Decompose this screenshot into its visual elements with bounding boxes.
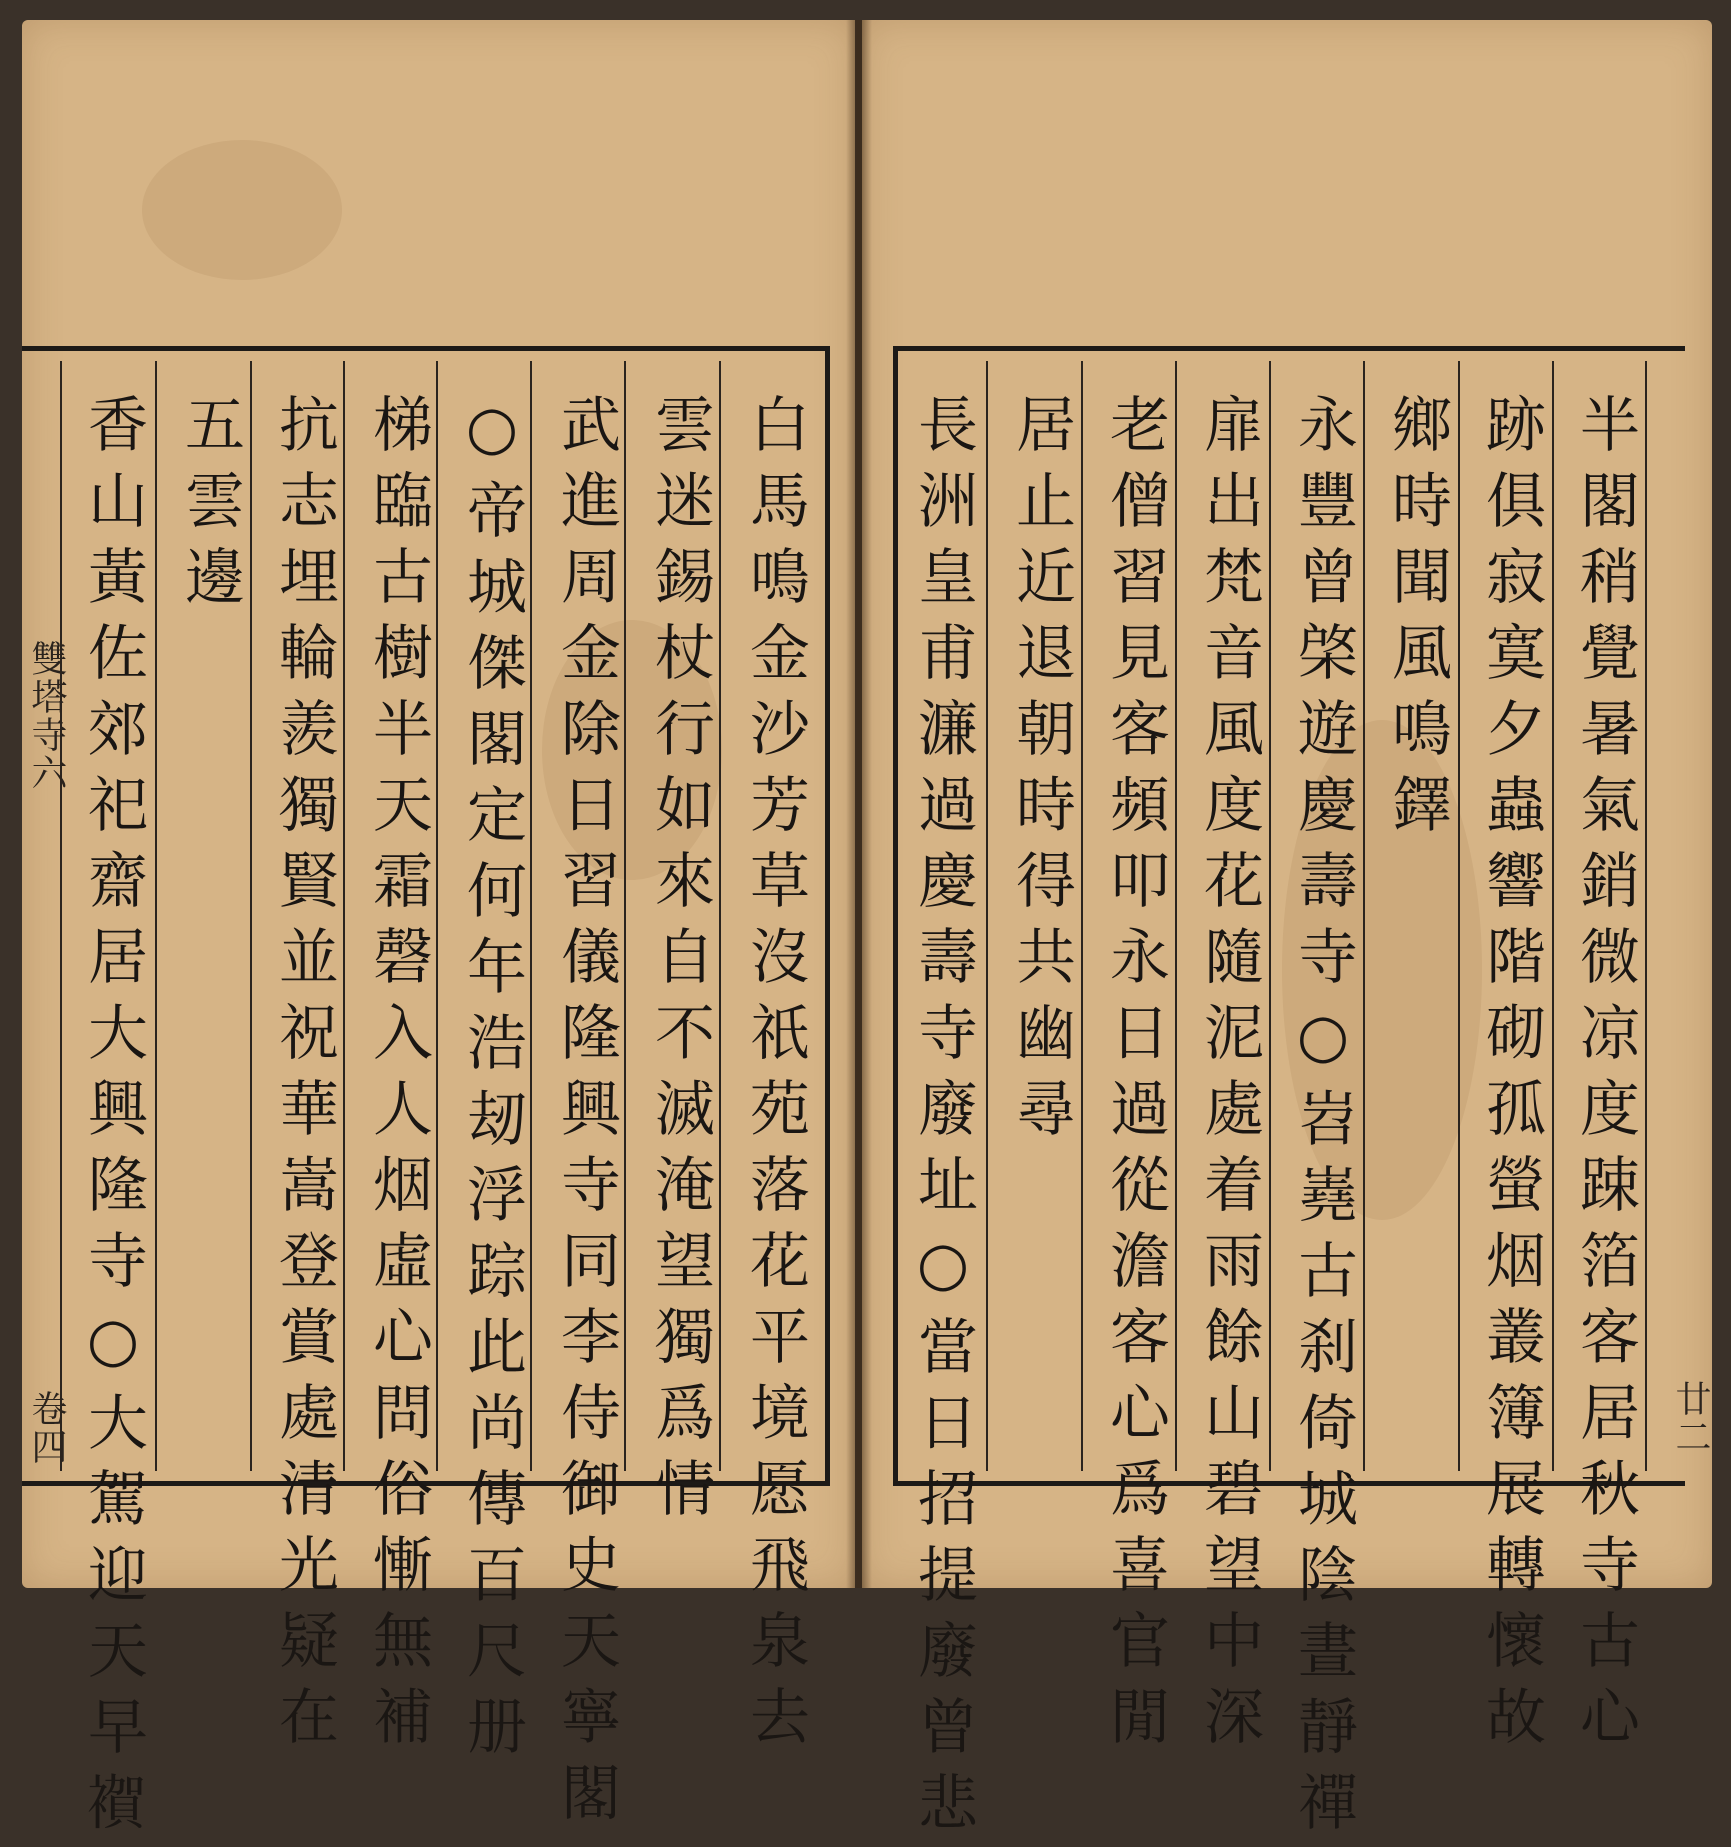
column-rule xyxy=(60,361,62,1471)
margin-title: 雙塔寺六 xyxy=(26,640,67,792)
text-column: ○帝城傑閣定何年浩刼浮踪此尚傳百尺册 xyxy=(457,393,527,1771)
paper-stain xyxy=(142,140,342,280)
text-column: 白馬鳴金沙芳草沒祇苑落花平境愿飛泉去 xyxy=(740,393,810,1761)
column-rule xyxy=(155,361,157,1471)
column-rule xyxy=(1552,361,1554,1471)
text-column: 武進周金除日習儀隆興寺同李侍御史天寧閣 xyxy=(551,393,621,1837)
text-column: 雲迷錫杖行如來自不滅淹望獨爲情 xyxy=(645,393,715,1533)
book-gutter xyxy=(846,20,872,1588)
column-rule xyxy=(1458,361,1460,1471)
text-column: 香山黃佐郊祀齋居大興隆寺○大駕迎天早𧝂 xyxy=(78,393,148,1847)
text-column: 半閣稍覺暑氣銷微凉度踈箔客居秋寺古心 xyxy=(1570,393,1640,1761)
text-column: 老僧習見客頻叩永日過從澹客心爲喜官閒 xyxy=(1100,393,1170,1761)
right-text-frame xyxy=(893,346,1685,1847)
margin-folio: 廿二 xyxy=(1670,1380,1711,1456)
text-column: 鄉時聞風鳴鐸 xyxy=(1382,393,1452,849)
text-column: 梯臨古樹半天霜磬入人烟虛心問俗慚無補 xyxy=(363,393,433,1761)
text-column: 抗志埋輪羨獨賢並祝華嵩登賞處清光疑在 xyxy=(269,393,339,1761)
left-text-frame xyxy=(22,346,830,1847)
text-column: 五雲邊 xyxy=(175,393,245,621)
text-column: 居止近退朝時得共幽尋 xyxy=(1006,393,1076,1153)
text-column: 跡俱寂寞夕蟲響階砌孤螢烟叢簿展轉懷故 xyxy=(1476,393,1546,1761)
text-column: 永豐曾棨遊慶壽寺○岧嶤古刹倚城陰晝靜禪 xyxy=(1288,393,1358,1847)
text-column: 長洲皇甫濂過慶壽寺廢址○當日招提廢曾悲 xyxy=(908,393,978,1847)
text-column: 扉出梵音風度花隨泥處着雨餘山碧望中深 xyxy=(1194,393,1264,1761)
column-rule xyxy=(986,361,988,1471)
margin-volume: 卷四 xyxy=(26,1390,67,1466)
